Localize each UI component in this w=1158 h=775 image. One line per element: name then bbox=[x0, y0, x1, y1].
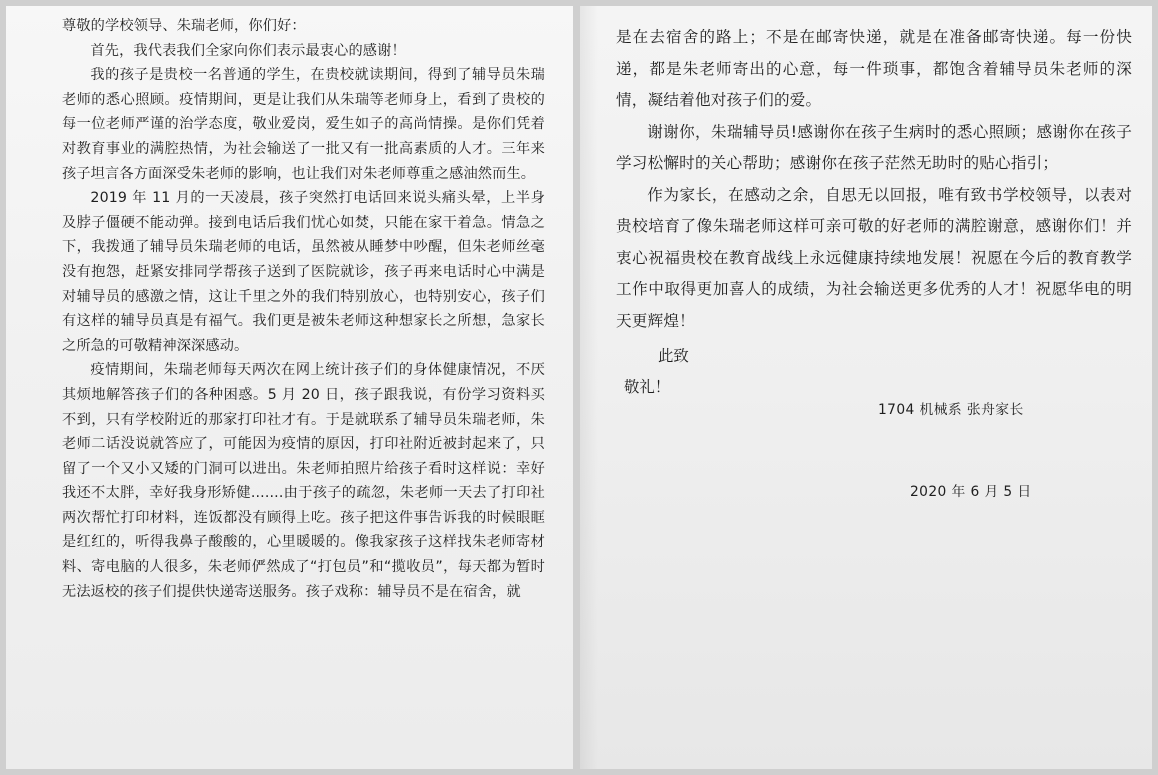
letter-page-right bbox=[580, 6, 1152, 769]
letter-paragraph: 2019 年 11 月的一天凌晨，孩子突然打电话回来说头痛头晕，上半身及脖子僵硬不能动弹。接到电话后我们忧心如焚，只能在家干着急。情急之下，我拨通了辅导员朱瑞老师的电话，虽然被从睡梦中吵醒，但朱老师丝毫没有抱怨，赶紧安排同学帮孩子送到了医院就诊，孩子再来电话时心中满是对辅导员的感激之情，这让千里之外的我们特别放心，也特别安心，孩子们有这样的辅导员真是有福气。我们更是被朱老师这种想家长之所想，急家长之所急的可敬精神深深感动。 bbox=[62, 190, 545, 354]
letter-closing-salute: 敬礼！ bbox=[624, 378, 671, 396]
letter-paragraph: 作为家长，在感动之余，自思无以回报，唯有致书学校领导，以表对贵校培育了像朱瑞老师这样可亲可敬的好老师的满腔谢意，感谢你们！并衷心祝福贵校在教育战线上永远健康持续地发展！祝愿在今后的教育教学工作中取得更加喜人的成绩，为社会输送更多优秀的人才！祝愿华电的明天更辉煌！ bbox=[616, 185, 1132, 330]
letter-signature: 1704 机械系 张舟家长 bbox=[878, 402, 1024, 418]
letter-closing-greeting: 此致 bbox=[658, 347, 689, 365]
letter-paragraph: 是在去宿舍的路上；不是在邮寄快递，就是在准备邮寄快递。每一份快递，都是朱老师寄出的心意，每一件琐事，都饱含着辅导员朱老师的深情，凝结着他对孩子们的爱。 bbox=[616, 28, 1132, 109]
letter-paragraph: 首先，我代表我们全家向你们表示最衷心的感谢！ bbox=[90, 42, 406, 59]
letter-paragraph: 我的孩子是贵校一名普通的学生，在贵校就读期间，得到了辅导员朱瑞老师的悉心照顾。疫情期间，更是让我们从朱瑞等老师身上，看到了贵校的每一位老师严谨的治学态度，敬业爱岗，爱生如子的高尚情操。是你们凭着对教育事业的满腔热情，为社会输送了一批又有一批高素质的人才。三年来孩子坦言各方面深受朱老师的影响，也让我们对朱老师尊重之感油然而生。 bbox=[62, 67, 545, 182]
letter-salutation: 尊敬的学校领导、朱瑞老师，你们好： bbox=[62, 18, 306, 34]
letter-paragraph: 谢谢你，朱瑞辅导员!感谢你在孩子生病时的悉心照顾；感谢你在孩子学习松懈时的关心帮助；感谢你在孩子茫然无助时的贴心指引； bbox=[616, 122, 1132, 172]
letter-page-left bbox=[6, 6, 573, 769]
letter-date: 2020 年 6 月 5 日 bbox=[910, 484, 1032, 500]
letter-paragraph: 疫情期间，朱瑞老师每天两次在网上统计孩子们的身体健康情况，不厌其烦地解答孩子们的各种困惑。5 月 20 日，孩子跟我说，有份学习资料买不到，只有学校附近的那家打印社才有。于是就联系了辅导员朱瑞老师，朱老师二话没说就答应了，可能因为疫情的原因，打印社附近被封起来了，只留了一个又小又矮的门洞可以进出。朱老师拍照片给孩子看时这样说：幸好我还不太胖，幸好我身形矫健.......由于孩子的疏忽，朱老师一天去了打印社两次帮忙打印材料，连饭都没有顾得上吃。孩子把这件事告诉我的时候眼眶是红红的，听得我鼻子酸酸的，心里暖暖的。像我家孩子这样找朱老师寄材料、寄电脑的人很多，朱老师俨然成了“打包员”和“揽收员”，每天都为暂时无法返校的孩子们提供快递寄送服务。孩子戏称：辅导员不是在宿舍，就 bbox=[62, 362, 545, 600]
